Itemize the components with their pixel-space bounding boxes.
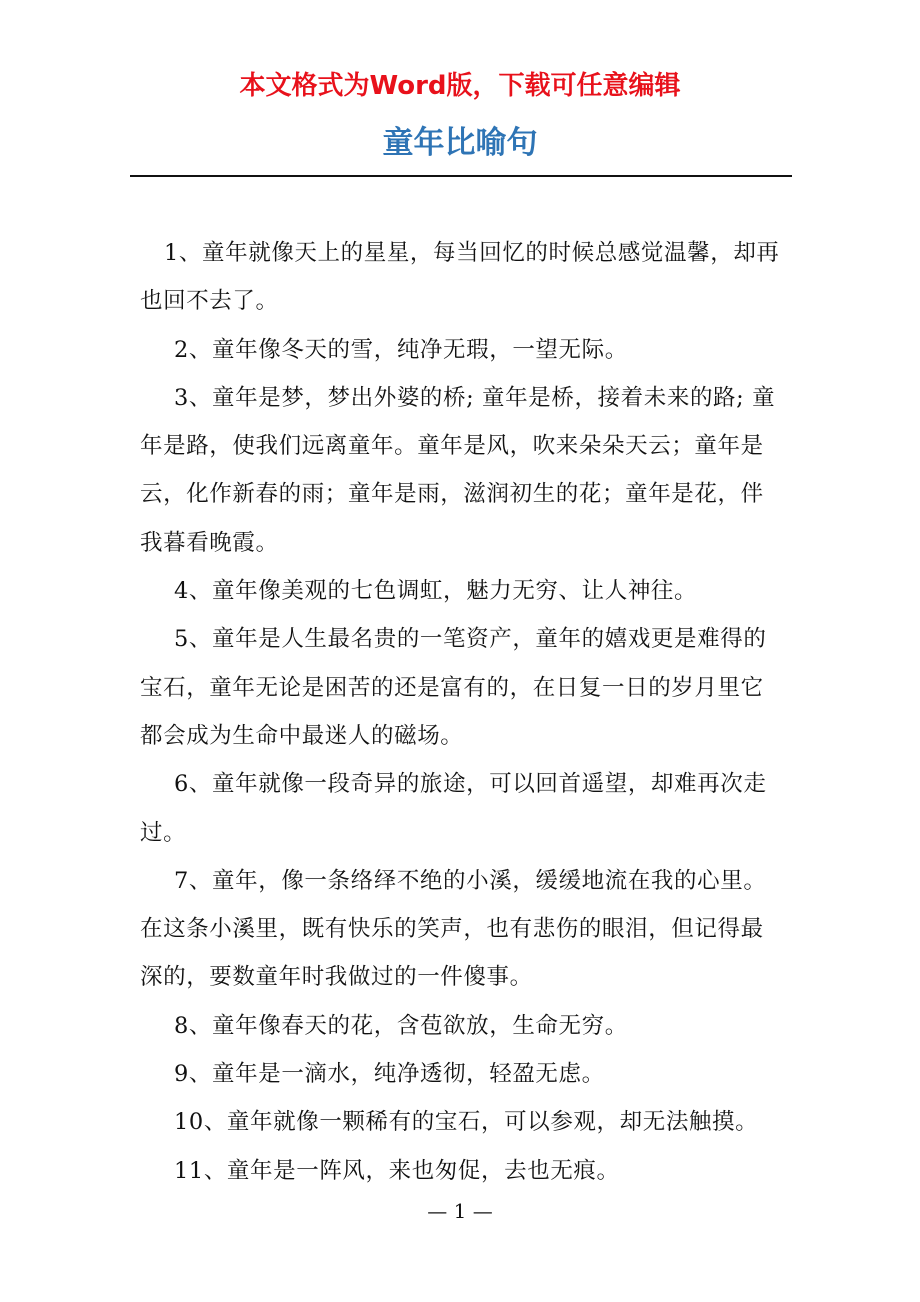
article-body — [140, 229, 786, 1195]
paragraph-11: 11、童年是一阵风，来也匆促，去也无痕。 — [174, 1157, 620, 1184]
paragraph-2: 2、童年像冬天的雪，纯净无瑕，一望无际。 — [174, 336, 628, 363]
paragraph-7: 7、童年，像一条络绎不绝的小溪，缓缓地流在我的心里。在这条小溪里，既有快乐的笑声，也有悲伤的眼泪，但记得最深的，要数童年时我做过的一件傻事。 — [140, 867, 767, 991]
paragraph-8: 8、童年像春天的花，含苞欲放，生命无穷。 — [174, 1012, 628, 1039]
paragraph-5: 5、童年是人生最名贵的一笔资产，童年的嬉戏更是难得的宝石，童年无论是困苦的还是富有的，在日复一日的岁月里它都会成为生命中最迷人的磁场。 — [140, 626, 767, 749]
format-notice-banner: 本文格式为Word版，下载可任意编辑 — [239, 71, 681, 101]
paragraph-1: 1、童年就像天上的星星，每当回忆的时候总感觉温馨，却再也回不去了。 — [140, 240, 780, 315]
paragraph-4: 4、童年像美观的七色调虹，魅力无穷、让人神往。 — [174, 578, 698, 605]
paragraph-6: 6、童年就像一段奇异的旅途，可以回首遥望，却难再次走过。 — [140, 771, 767, 846]
page-number: — 1 — — [427, 1199, 493, 1223]
paragraph-10: 10、童年就像一颗稀有的宝石，可以参观，却无法触摸。 — [174, 1109, 759, 1136]
paragraph-3: 3、童年是梦，梦出外婆的桥; 童年是桥，接着未来的路; 童年是路，使我们远离童年。童年是风，吹来朵朵天云；童年是云，化作新春的雨；童年是雨，滋润初生的花；童年是花，伴我暮看晚霞。 — [140, 384, 776, 556]
page-title: 童年比喻句 — [382, 125, 538, 161]
title-divider — [130, 175, 792, 177]
paragraph-9: 9、童年是一滴水，纯净透彻，轻盈无虑。 — [174, 1061, 605, 1088]
